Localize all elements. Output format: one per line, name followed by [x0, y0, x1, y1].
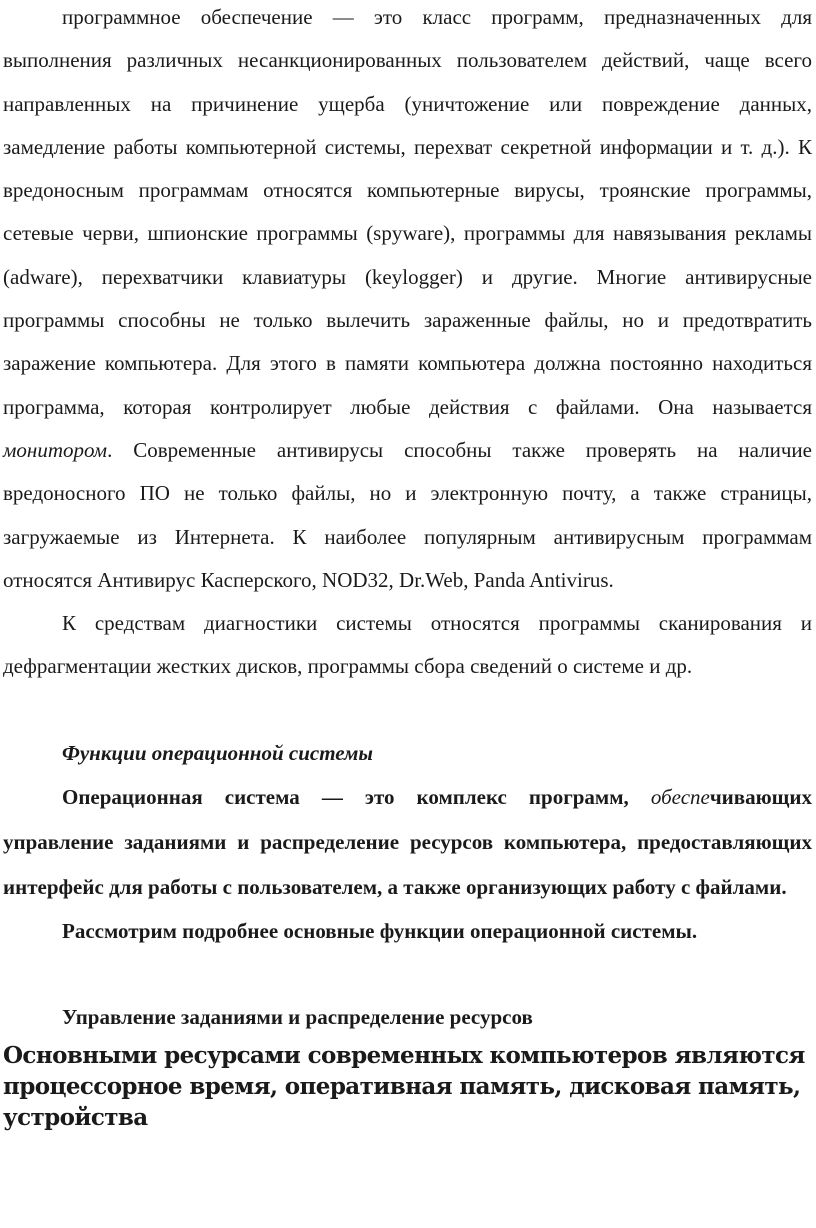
spacer	[3, 953, 812, 996]
os-functions-intro: Рассмотрим подробнее основные функции операционной системы.	[62, 919, 698, 944]
os-definition-italic: обеспе	[650, 785, 710, 810]
monitor-term: монитором	[3, 437, 108, 462]
paragraph-malware-text: программное обеспечение — это класс программ, предназначенных для выполнения различных несанкционированных пользователем действий, чаще всего направленных на причинение ущерба (уничтожение или повреждение данных, замедление работы компьютерной системы, перехват секретной информации и т. д.). К вредоносным программам относятся компьютерные вирусы, троянские программы, сетевые черви, шпионские программы (spyware), программы для навязывания рекламы (adware), перехватчики клавиатуры (keylogger) и другие. Многие антивирусные программы способны не только вылечить зараженные файлы, но и предотвратить заражение компьютера. Для этого в памяти компьютера должна постоянно находиться программа, которая контролирует любые действия с файлами. Она называется	[3, 5, 812, 419]
paragraph-malware	[3, 0, 812, 602]
section-heading-os-functions: Функции операционной системы	[62, 740, 374, 765]
section-heading-task-management: Управление заданиями и распределение ресурсов	[62, 1005, 533, 1030]
spacer	[3, 689, 812, 732]
paragraph-malware-text-cont: . Современные антивирусы способны также проверять на наличие вредоносного ПО не только файлы, но и электронную почту, а также страницы, загружаемые из Интернета. К наиболее популярным антивирусным программам относятся Антивирус Касперского, NOD32, Dr.Web, Panda Antivirus.	[3, 437, 812, 592]
paragraph-diagnostics: К средствам диагностики системы относятся программы сканирования и дефрагментации жестких дисков, программы сбора сведений о системе и др.	[3, 611, 812, 679]
resources-paragraph: Основными ресурсами современных компьютеров являются процессорное время, оперативная память, дисковая память, устройства	[3, 1041, 805, 1131]
os-definition-start: Операционная система — это комплекс программ,	[62, 785, 629, 810]
os-definition-end: чивающих управление заданиями и распределение ресурсов компьютера, предоставляющих интерфейс для работы с пользователем, а также организующих работу с файлами.	[3, 785, 813, 900]
os-definition	[3, 775, 812, 910]
